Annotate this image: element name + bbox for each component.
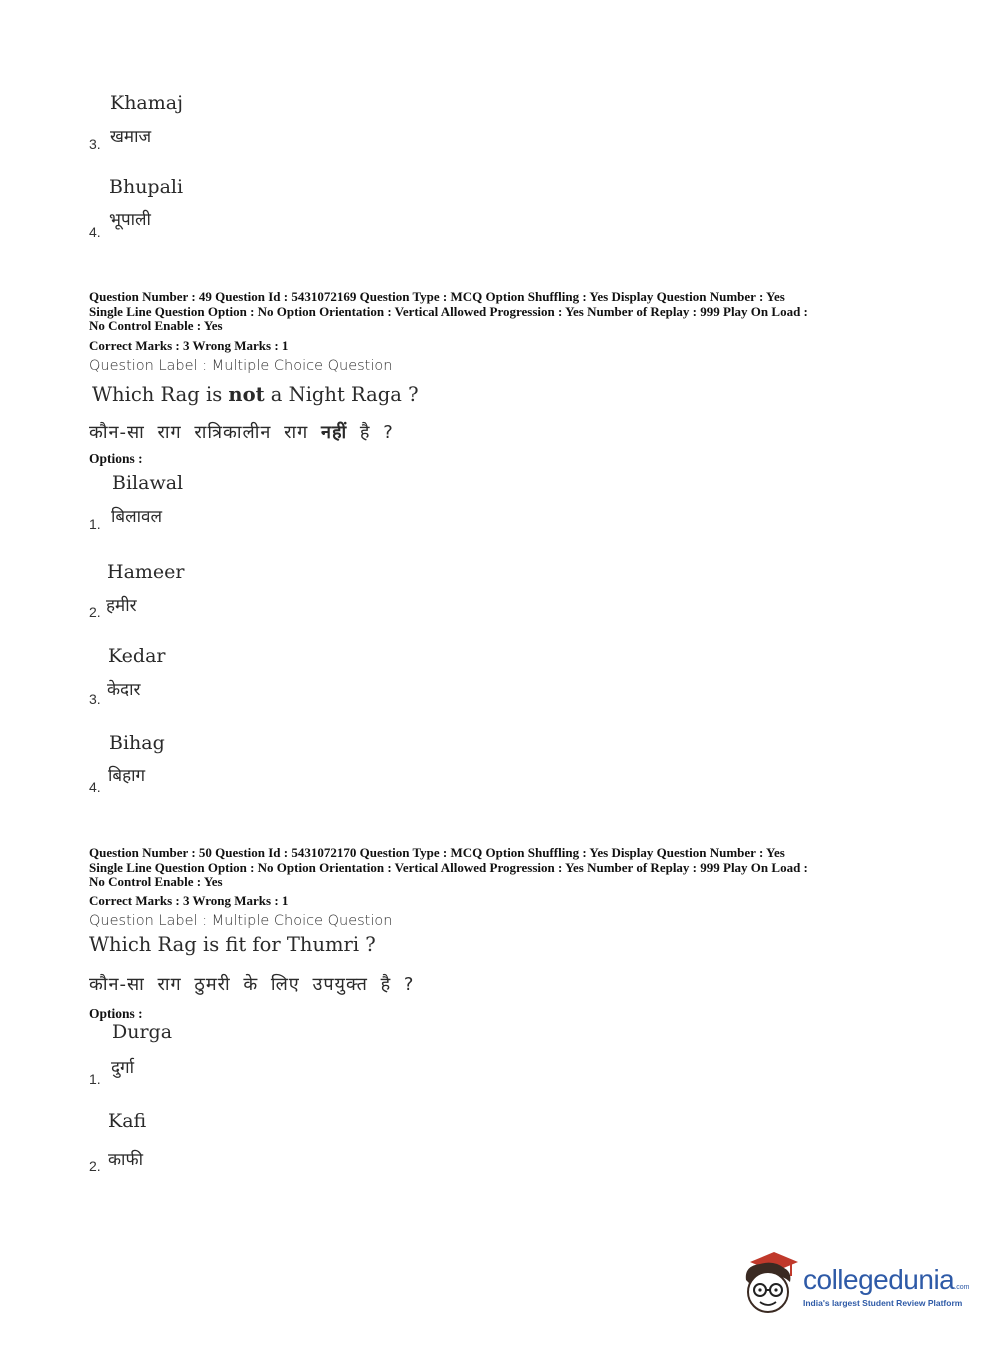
option-text-en: Khamaj xyxy=(110,92,183,114)
question-label: Question Label : Multiple Choice Question xyxy=(89,913,393,929)
question-text-bold: नहीं xyxy=(320,422,348,443)
question-meta xyxy=(89,290,919,334)
option-text-hi: हमीर xyxy=(106,596,137,616)
question-meta-line: No Control Enable : Yes xyxy=(89,874,223,889)
question-text-en xyxy=(92,383,419,406)
option-text-hi: खमाज xyxy=(110,127,152,147)
collegedunia-logo xyxy=(740,1250,970,1320)
option-number: 4. xyxy=(89,224,101,240)
option-number: 2. xyxy=(89,1158,101,1174)
mascot-icon xyxy=(740,1250,802,1316)
option-text-hi: बिहाग xyxy=(108,766,146,786)
option-text-hi: काफी xyxy=(108,1150,143,1170)
brand-tagline: India's largest Student Review Platform xyxy=(803,1298,963,1308)
option-number: 4. xyxy=(89,779,101,795)
option-text-en: Bhupali xyxy=(109,176,184,198)
question-meta-line: Single Line Question Option : No Option Orientation : Vertical Allowed Progression : Yes Number of Replay : 999 Play On Load : xyxy=(89,859,808,875)
question-text-bold: not xyxy=(228,383,265,406)
brand-name xyxy=(803,1264,969,1296)
question-text-hi: कौन-सा राग ठुमरी के लिए उपयुक्त है ? xyxy=(89,974,415,995)
option-text-hi: बिलावल xyxy=(111,507,163,527)
option-text-en: Kafi xyxy=(108,1110,147,1132)
marks-line: Correct Marks : 3 Wrong Marks : 1 xyxy=(89,338,289,353)
options-label: Options : xyxy=(89,1006,143,1021)
option-text-en: Bilawal xyxy=(112,472,184,494)
question-text-part: कौन-सा राग रात्रिकालीन राग xyxy=(89,422,321,443)
option-number: 3. xyxy=(89,691,101,707)
question-meta-line: Question Number : 50 Question Id : 5431072170 Question Type : MCQ Option Shuffling : Yes Display Question Number : Yes xyxy=(89,845,785,860)
option-text-en: Hameer xyxy=(107,561,185,583)
question-text-en: Which Rag is fit for Thumri ? xyxy=(89,933,376,956)
brand-suffix: .com xyxy=(954,1284,970,1291)
option-text-hi: दुर्गा xyxy=(111,1058,135,1078)
option-text-hi: केदार xyxy=(107,680,141,700)
question-meta-line: No Control Enable : Yes xyxy=(89,318,223,333)
option-number: 3. xyxy=(89,136,101,152)
question-text-hi xyxy=(89,420,394,444)
option-number: 2. xyxy=(89,604,101,620)
question-meta xyxy=(89,846,919,890)
question-text-part: है ? xyxy=(347,422,394,443)
option-text-en: Durga xyxy=(112,1021,173,1043)
question-label: Question Label : Multiple Choice Question xyxy=(89,358,393,374)
marks-line: Correct Marks : 3 Wrong Marks : 1 xyxy=(89,893,289,908)
question-meta-line: Single Line Question Option : No Option Orientation : Vertical Allowed Progression : Yes Number of Replay : 999 Play On Load : xyxy=(89,303,808,319)
option-text-hi: भूपाली xyxy=(109,210,151,230)
brand-wordmark: collegedunia xyxy=(803,1264,955,1295)
option-text-en: Kedar xyxy=(108,645,166,667)
question-text-part: a Night Raga ? xyxy=(264,383,419,406)
option-text-en: Bihag xyxy=(109,732,165,754)
question-text-part: Which Rag is xyxy=(92,383,229,406)
option-number: 1. xyxy=(89,516,101,532)
question-meta-line: Question Number : 49 Question Id : 5431072169 Question Type : MCQ Option Shuffling : Yes Display Question Number : Yes xyxy=(89,289,785,304)
options-label: Options : xyxy=(89,451,143,466)
option-number: 1. xyxy=(89,1071,101,1087)
